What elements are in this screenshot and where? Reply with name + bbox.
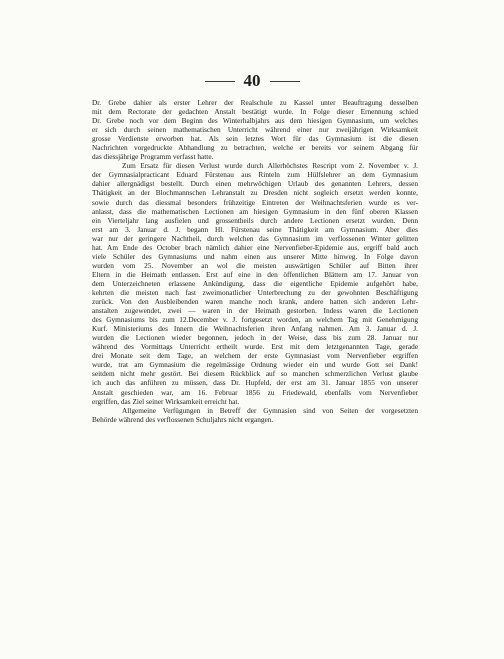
paragraph-fuerstenau (92, 161, 418, 405)
text-line: ich auch das anführen zu müssen, dass Dr. Hupfeld, der erst am 31. Januar 1855 von unserer (92, 378, 418, 388)
text-line: viele Schüler des Gymnasiums und nahm einen aus unserer Mitte hinweg. In Folge davon (92, 251, 418, 261)
text-line: ein Vierteljahr lang ausfielen und grossentheils durch andere Lectionen ersetzt wurden. Denn (92, 215, 418, 225)
text-line: Zum Ersatz für diesen Verlust wurde durch Allerhöchstes Rescript vom 2. November v. J. (122, 161, 418, 171)
text-line: das diessjährige Programm verfasst hatte. (92, 152, 214, 162)
text-line: kehrten die meisten nach fast zweimonatlicher Unterbrechung zu der gewohnten Beschäftigung (92, 287, 418, 297)
text-line: anlasst, dass die mathematischen Lectionen am hiesigen Gymnasium in den fünf oberen Klassen (92, 206, 418, 216)
text-line: hat. Am Ende des October brach nämlich dahier eine Nervenfieber-Epidemie aus, ergriff bald auch (92, 242, 418, 252)
header-rule-right (270, 81, 300, 82)
paragraph-grebe (92, 98, 418, 161)
text-line: Thätigkeit an der Blochmannschen Lehranstalt zu Dresden nicht sogleich ersetzt werden konnte, (92, 188, 418, 198)
text-line: Eltern in die Heimath entlassen. Erst auf eine in den öffentlichen Blättern am 17. Januar von (92, 269, 418, 279)
text-line: sowie durch das diessmal besonders frühzeitige Eintreten der Weihnachtsferien wurde es ver- (92, 197, 418, 207)
text-line: drei Monate seit dem Tage, an welchem der erste Gymnasiast vom Nervenfieber ergriffen (92, 351, 418, 361)
page-number: 40 (243, 71, 261, 90)
text-line: Allgemeine Verfügungen in Betreff der Gymnasien sind von Seiten der vorgesetzten (122, 405, 418, 415)
text-line: der Gymnasialpracticant Eduard Fürstenau aus Rinteln zum Hülfslehrer an dem Gymnasium (92, 170, 418, 180)
text-line: er sich durch seinen mathematischen Unterricht während einer nur zweijährigen Wirksamkeit (92, 125, 418, 135)
text-line: grosse Verdienste erworben hat. Als sein letztes Wort für das Gymnasium ist die diesen (92, 134, 418, 144)
text-line: mit dem Rectorate der gedachten Anstalt bestätigt wurde. In Folge dieser Ernennung schied (92, 107, 418, 117)
header-rule-left (205, 81, 235, 82)
text-line: Kurf. Ministeriums des Innern die Weihnachtsferien ihren Anfang nahmen. Am 3. Januar d. J. (92, 324, 418, 334)
text-line: ergriffen, das Ziel seiner Wirksamkeit erreicht hat. (92, 396, 240, 406)
text-line: seitdem nicht mehr gestört. Bei diesem Rückblick auf so manchen schmerzlichen Verlust glaube (92, 369, 418, 379)
text-line: Behörde während des verflossenen Schuljahrs nicht ergangen. (92, 414, 274, 424)
page-header (0, 72, 504, 90)
text-line: dahier allergnädigst bestellt. Durch einen mehrwöchigen Urlaub des genannten Lehrers, dessen (92, 179, 418, 189)
paragraph-verfuegungen (92, 406, 418, 424)
text-line: zurück. Von den Ausbleibenden waren manche noch krank, andere hatten sich anderen Lehr- (92, 297, 418, 307)
text-line: wurde, trat am Gymnasium die regelmässige Ordnung wieder ein und wurde Gott sei Dank! (92, 360, 418, 370)
text-line: Dr. Grebe dahier als erster Lehrer der Realschule zu Kassel unter Beauftragung desselben (92, 98, 418, 107)
text-line: dem Unterzeichneten erlassene Ankündigung, dass die eigentliche Epidemie aufgehört habe, (92, 278, 418, 288)
text-line: wurden die Lectionen wieder begonnen, jedoch in der Weise, dass bis zum 28. Januar nur (92, 333, 418, 343)
body-text (92, 98, 418, 424)
text-line: des Gymnasiums bis zum 12.December v. J. fortgesetzt worden, an welchem Tag mit Genehmigung (92, 315, 418, 325)
text-line: Dr. Grebe noch vor dem Beginn des Winterhalbjahrs aus dem hiesigen Gymnasium, um welches (92, 116, 418, 126)
text-line: wurden vom 25. November an wol die meisten auswärtigen Schüler auf Bitten ihrer (92, 260, 418, 270)
text-line: anstalten zugewendet, zwei — waren in der Heimath gestorben. Indess waren die Lectionen (92, 306, 418, 316)
text-line: Nachrichten vorgedruckte Abhandlung zu betrachten, welche er bereits vor seinem Abgang für (92, 143, 418, 153)
text-line: war nur der geringere Nachtheil, durch welchen das Gymnasium im verflossenen Winter gelitten (92, 233, 418, 243)
text-line: während des Vormittags Unterricht ertheilt wurde. Erst mit dem letztgenannten Tage, gerade (92, 342, 418, 352)
text-line: Anstalt geschieden war, am 16. Februar 1856 zu Friedewald, ebenfalls vom Nervenfieber (92, 387, 418, 397)
text-line: erst am 3. Januar d. J. begann Hl. Fürstenau seine Thätigkeit am Gymnasium. Aber dies (92, 224, 418, 234)
